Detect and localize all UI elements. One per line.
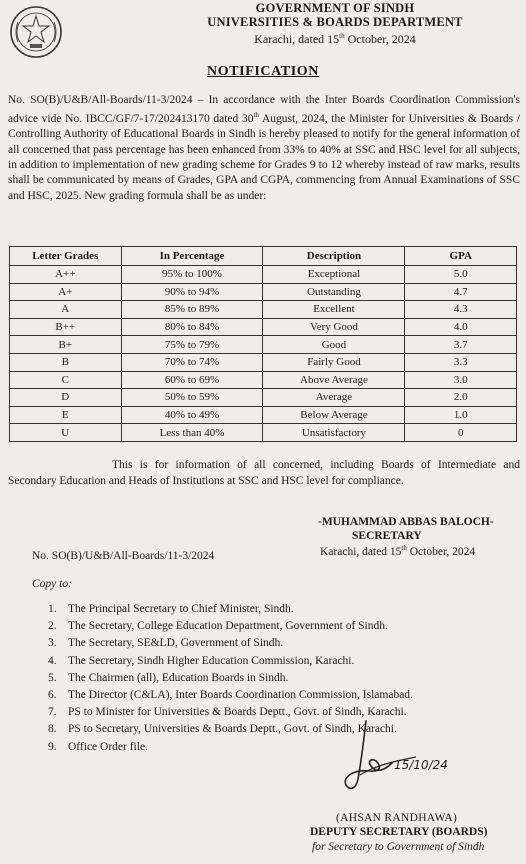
grade-cell: E [10, 406, 122, 424]
deputy-title: DEPUTY SECRETARY (BOARDS) [310, 826, 488, 838]
table-row [10, 266, 517, 284]
department-heading: UNIVERSITIES & BOARDS DEPARTMENT [207, 15, 463, 29]
gpa-cell: 3.3 [405, 353, 517, 371]
description-cell: Good [263, 336, 405, 354]
grade-cell: A [10, 301, 122, 319]
list-item: 9. Office Order file. [48, 740, 148, 753]
table-row [10, 353, 517, 371]
deputy-for: for Secretary to Government of Sindh [312, 841, 485, 853]
gpa-cell: 1.0 [405, 406, 517, 424]
list-item: 4. The Secretary, Sindh Higher Education Commission, Karachi. [48, 654, 355, 667]
compliance-note: This is for information of all concerned, including Boards of Intermediate and Secondary Education and Heads of Institutions at SSC and HSC level for compliance. [8, 459, 520, 487]
list-item: 7. PS to Minister for Universities & Boards Deptt., Govt. of Sindh, Karachi. [48, 706, 407, 719]
secretary-date: Karachi, dated 15th October, 2024 [320, 544, 476, 558]
list-item: 8. PS to Secretary, Universities & Boards Deptt., Govt. of Sindh, Karachi. [48, 723, 397, 736]
header-date: Karachi, dated 15th October, 2024 [254, 32, 416, 46]
sindh-govt-emblem-icon [8, 4, 64, 60]
table-row [10, 424, 517, 442]
grade-cell: B [10, 353, 122, 371]
gpa-cell: 4.7 [405, 283, 517, 301]
grading-table [9, 246, 517, 442]
table-row [10, 283, 517, 301]
list-item: 6. The Director (C&LA), Inter Boards Coordination Commission, Islamabad. [48, 688, 413, 701]
grade-cell: A++ [10, 266, 122, 284]
description-cell: Unsatisfactory [263, 424, 405, 442]
description-cell: Outstanding [263, 283, 405, 301]
description-cell: Above Average [263, 371, 405, 389]
svg-text:15/10/24: 15/10/24 [394, 758, 448, 772]
col-letter-grades: Letter Grades [10, 247, 122, 266]
percentage-cell: 95% to 100% [121, 266, 263, 284]
gpa-cell: 5.0 [405, 266, 517, 284]
percentage-cell: 40% to 49% [121, 406, 263, 424]
list-item: 3. The Secretary, SE&LD, Government of Sindh. [48, 637, 284, 650]
percentage-cell: Less than 40% [121, 424, 263, 442]
secretary-name: -MUHAMMAD ABBAS BALOCH- [318, 516, 494, 528]
description-cell: Exceptional [263, 266, 405, 284]
col-gpa: GPA [405, 247, 517, 266]
copy-to-label: Copy to: [32, 578, 72, 590]
grade-cell: A+ [10, 283, 122, 301]
percentage-cell: 90% to 94% [121, 283, 263, 301]
col-description: Description [263, 247, 405, 266]
table-row [10, 301, 517, 319]
reference-number: No. SO(B)/U&B/All-Boards/11-3/2024 [32, 550, 215, 562]
percentage-cell: 85% to 89% [121, 301, 263, 319]
table-row [10, 371, 517, 389]
deputy-name: (AHSAN RANDHAWA) [336, 812, 458, 824]
description-cell: Below Average [263, 406, 405, 424]
grade-cell: B++ [10, 318, 122, 336]
percentage-cell: 80% to 84% [121, 318, 263, 336]
grade-cell: B+ [10, 336, 122, 354]
percentage-cell: 75% to 79% [121, 336, 263, 354]
grading-table-header [10, 247, 517, 266]
table-row [10, 406, 517, 424]
grade-cell: C [10, 371, 122, 389]
notification-body: No. SO(B)/U&B/All-Boards/11-3/2024 – In accordance with the Inter Boards Coordination Commission's advice vide No. IBCC/GF/7-17/202413170 dated 30th August, 2024, the Minister for Universities & Boards / Controlling Authority of Educational Boards in Sindh is hereby pleased to notify for the general information of all concerned that pass percentage has been enhanced from 33% to 40% at SSC and HSC level for all subjects, in addition to implementation of new grading scheme for Grades 9 to 12 whereby instead of raw marks, results shall be communicated by means of Grades, GPA and CGPA, commencing from Annual Examinations of SSC and HSC, 2025. New grading formula shall be as under: [8, 94, 520, 202]
description-cell: Fairly Good [263, 353, 405, 371]
handwritten-signature [336, 717, 456, 797]
percentage-cell: 50% to 59% [121, 389, 263, 407]
table-row [10, 336, 517, 354]
secretary-title: SECRETARY [352, 530, 422, 542]
description-cell: Excellent [263, 301, 405, 319]
col-in-percentage: In Percentage [121, 247, 263, 266]
gpa-cell: 3.0 [405, 371, 517, 389]
list-item: 2. The Secretary, College Education Department, Government of Sindh. [48, 620, 388, 633]
percentage-cell: 70% to 74% [121, 353, 263, 371]
percentage-cell: 60% to 69% [121, 371, 263, 389]
table-row [10, 389, 517, 407]
description-cell: Very Good [263, 318, 405, 336]
govt-heading: GOVERNMENT OF SINDH [255, 1, 415, 15]
gpa-cell: 4.3 [405, 301, 517, 319]
list-item: 1. The Principal Secretary to Chief Minister, Sindh. [48, 603, 294, 615]
description-cell: Average [263, 389, 405, 407]
table-row [10, 318, 517, 336]
gpa-cell: 4.0 [405, 318, 517, 336]
list-item: 5. The Chairmen (all), Education Boards in Sindh. [48, 671, 289, 684]
grade-cell: D [10, 389, 122, 407]
gpa-cell: 0 [405, 424, 517, 442]
grade-cell: U [10, 424, 122, 442]
gpa-cell: 2.0 [405, 389, 517, 407]
gpa-cell: 3.7 [405, 336, 517, 354]
notification-title: NOTIFICATION [207, 64, 319, 79]
